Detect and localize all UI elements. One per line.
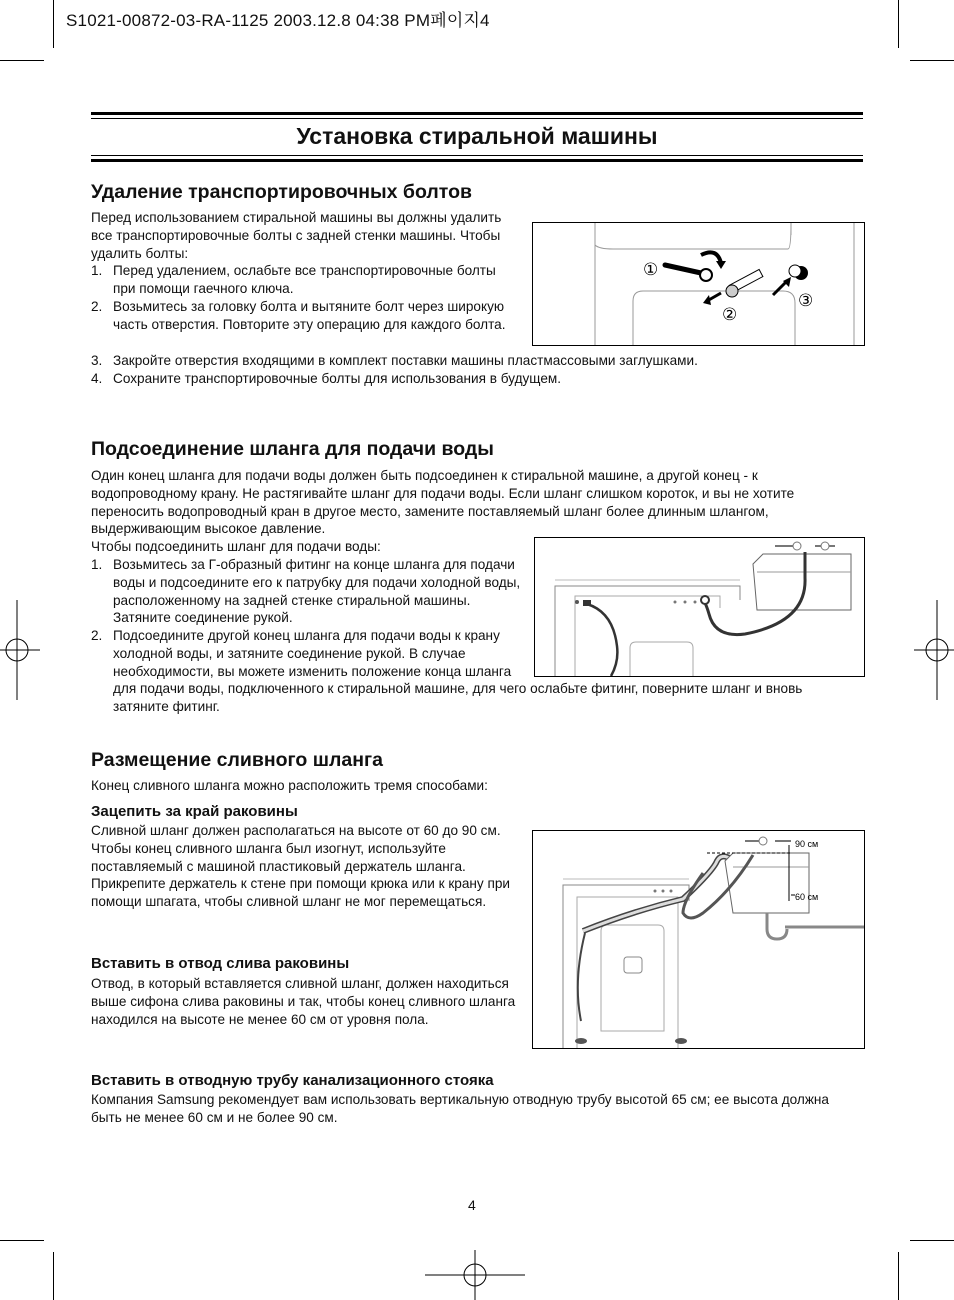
dimension-label-60: 60 см	[795, 892, 819, 902]
machine-foot-icon	[675, 1038, 687, 1044]
crop-mark-tl-v	[53, 0, 54, 48]
sink-drain-text	[91, 975, 527, 1028]
subheading-sink-edge: Зацепить за край раковины	[91, 803, 298, 820]
machine-back-illustration	[533, 223, 864, 345]
drain-hose-figure	[532, 830, 865, 1049]
bolt-icon	[726, 269, 763, 297]
plastic-cap-icon	[789, 265, 808, 280]
registration-mark-right	[914, 600, 954, 700]
sink-trap-icon	[767, 913, 787, 939]
list-item: 1. Перед удалением, ослабьте все транспортировочные болты при помощи гаечного ключа.	[91, 263, 496, 297]
subheading-standpipe: Вставить в отводную трубу канализационного стояка	[91, 1072, 494, 1089]
list-item: 4. Сохраните транспортировочные болты для использования в будущем.	[91, 370, 562, 386]
registration-mark-left	[0, 600, 40, 700]
bolts-steps-1-2	[91, 262, 521, 333]
dimension-label-90: 90 см	[795, 839, 819, 849]
sink-edge-paragraph: Сливной шланг должен располагаться на высоте от 60 до 90 см. Чтобы конец сливного шланга был изогнут, используйте поставляемый с машиной пластиковый держатель шланга. Прикрепите держатель к стене при помощи крюка или к крану при помощи шпагата, чтобы сливной шланг не мог перемещаться.	[91, 823, 510, 910]
list-item: 1. Возьмитесь за Г-образный фитинг на конце шланга для подачи воды и подсоедините его к патрубку для подачи холодной воды, расположенному на задней стенке стиральной машины. Затяните соединение рукой.	[91, 557, 521, 626]
figure-label-3: ③	[798, 291, 814, 311]
drain-intro-text: Конец сливного шланга можно расположить тремя способами:	[91, 778, 488, 793]
title-bar	[91, 112, 863, 162]
sink-edge-text	[91, 822, 526, 911]
crop-mark-bl-v	[53, 1252, 54, 1300]
pull-arrow-icon	[703, 295, 711, 305]
tap-icon	[745, 837, 791, 845]
inlet-connector-icon	[701, 596, 709, 604]
hose-fitting-icon	[583, 600, 591, 606]
print-header-code: S1021-00872-03-RA-1125 2003.12.8 04:38 PM페이지4	[66, 11, 490, 30]
sink-drain-paragraph: Отвод, в который вставляется сливной шланг, должен находиться выше сифона слива раковины и так, чтобы конец сливного шланга находился на высоте не менее 60 см от уровня пола.	[91, 976, 516, 1027]
crop-mark-br-h	[910, 1240, 954, 1241]
crop-mark-tr-v	[898, 0, 899, 48]
standpipe-paragraph: Компания Samsung рекомендует вам использовать вертикальную отводную трубу высотой 65 см; ее высота должна быть не менее 60 см и не более 90 см.	[91, 1092, 829, 1125]
section-heading-drain: Размещение сливного шланга	[91, 749, 383, 771]
bolts-intro-text: Перед использованием стиральной машины вы должны удалить все транспортировочные болты с задней стенки машины. Чтобы удалить болты:	[91, 210, 502, 261]
hose-step-1	[91, 556, 523, 627]
registration-mark-bottom	[425, 1250, 525, 1300]
machine-hose-line	[587, 604, 617, 676]
bolts-intro	[91, 209, 521, 334]
figure-label-1: ①	[643, 260, 659, 280]
hose-connection-illustration	[535, 538, 864, 676]
section-heading-hose: Подсоединение шланга для подачи воды	[91, 438, 494, 460]
crop-mark-bl-h	[0, 1240, 44, 1241]
wrench-icon	[665, 265, 712, 281]
crop-mark-br-v	[898, 1252, 899, 1300]
hose-intro	[91, 467, 861, 538]
figure-label-2: ②	[722, 305, 738, 325]
water-hose-figure	[534, 537, 865, 677]
crop-mark-tl-h	[0, 60, 44, 61]
sink-icon	[725, 853, 809, 913]
page-number: 4	[468, 1197, 476, 1213]
rotate-arrowhead-icon	[716, 261, 726, 269]
hose-lead	[91, 538, 523, 556]
subheading-sink-drain: Вставить в отвод слива раковины	[91, 955, 350, 972]
machine-back-panel-icon	[624, 957, 642, 973]
standpipe-text	[91, 1091, 863, 1127]
section-heading-bolts: Удаление транспортировочных болтов	[91, 181, 472, 203]
crop-mark-tr-h	[910, 60, 954, 61]
tap-icon	[775, 542, 835, 550]
hose-intro-text: Один конец шланга для подачи воды должен быть подсоединен к стиральной машине, а другой конец - к водопроводному крану. Не растягивайте шланг для подачи воды. Если шланг слишком короток, и вы не хотите переносить водопроводный кран в другое место, замените поставляемый шланг более длинным шлангом, выдерживающим высокое давление.	[91, 468, 795, 537]
list-item: 2. Возьмитесь за головку болта и вытяните болт через широкую часть отверстия. Повторите эту операцию для каждого болта.	[91, 298, 506, 332]
hose-step-2-text: Подсоедините другой конец шланга для подачи воды к крану холодной воды, и затяните соединение рукой. В случае необходимости, вы можете изменить положение конца шланга для подачи воды, подключенного к стиральной машине, для чего ослабьте фитинг, поверните шланг и вновь затяните фитинг.	[113, 628, 803, 715]
hose-lead-text: Чтобы подсоединить шланг для подачи воды:	[91, 539, 381, 554]
bolt-removal-figure	[532, 222, 865, 346]
bolts-steps-3-4	[91, 352, 861, 388]
drain-hose-illustration	[533, 831, 864, 1048]
machine-foot-icon	[575, 1038, 587, 1044]
list-item: 3. Закройте отверстия входящими в комплект поставки машины пластмассовыми заглушками.	[91, 353, 698, 368]
hose-step-2-number: 2.	[91, 628, 103, 643]
page-title: Установка стиральной машины	[296, 123, 658, 149]
drain-intro	[91, 777, 861, 795]
